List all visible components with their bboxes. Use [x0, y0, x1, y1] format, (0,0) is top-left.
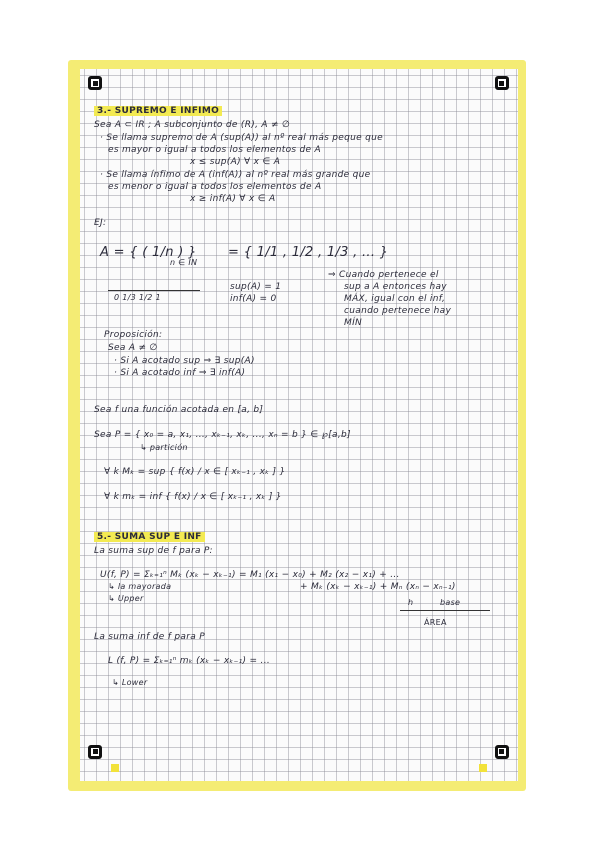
- example-label: EJ:: [94, 218, 107, 228]
- sup-value: sup(A) = 1: [230, 282, 282, 292]
- corner-marker-icon: [495, 76, 509, 90]
- text-line: · Si A acotado inf ⇒ ∃ inf(A): [114, 368, 246, 378]
- upper-sum-formula-cont: + Mₖ (xₖ − xₖ₋₁) + Mₙ (xₙ − xₙ₋₁): [300, 582, 456, 592]
- lower-bound-formula: ∀ k mₖ = inf { f(x) / x ∈ [ xₖ₋₁ , xₖ ] }: [104, 492, 282, 502]
- text-line: La suma sup de f para P:: [94, 546, 213, 556]
- text-line: Sea f una función acotada en [a, b]: [94, 405, 264, 415]
- yellow-square-icon: [479, 764, 487, 772]
- note-line: MÍN: [344, 318, 363, 328]
- number-line: [108, 290, 200, 291]
- text-line: · Si A acotado sup ⇒ ∃ sup(A): [114, 356, 255, 366]
- heading-highlight: 3.- SUPREMO E INFIMO: [94, 106, 222, 116]
- formula: x ≤ sup(A) ∀ x ∈ A: [190, 157, 281, 167]
- yellow-square-icon: [111, 764, 119, 772]
- note-line: ⇒ Cuando pertenece el: [328, 270, 439, 280]
- note-line: sup a A entonces hay: [344, 282, 447, 292]
- corner-marker-icon: [495, 745, 509, 759]
- inf-value: inf(A) = 0: [230, 294, 277, 304]
- area-bracket: [400, 610, 490, 611]
- text-line: · Se llama supremo de A (sup(A)) al nº real más peque que: [100, 133, 384, 143]
- section-heading: [94, 532, 205, 542]
- partition-note: ↳ partición: [140, 443, 188, 452]
- text-line: · Se llama ínfimo de A (inf(A)) al nº real más grande que: [100, 170, 371, 180]
- upper-bound-formula: ∀ k Mₖ = sup { f(x) / x ∈ [ xₖ₋₁ , xₖ ] }: [104, 467, 286, 477]
- note-line: MÁX, igual con el inf,: [344, 294, 446, 304]
- corner-marker-icon: [88, 745, 102, 759]
- text-line: La suma inf de f para P: [94, 632, 205, 642]
- axis-labels: 0 1/3 1/2 1: [114, 293, 161, 302]
- text-line: es mayor o igual a todos los elementos de A: [108, 145, 321, 155]
- note-upper: ↳ Upper: [108, 594, 144, 603]
- note-line: cuando pertenece hay: [344, 306, 452, 316]
- set-definition: A = { ( 1/n ) }: [100, 245, 197, 260]
- set-elements: = { 1/1 , 1/2 , 1/3 , ... }: [228, 245, 389, 260]
- formula: x ≥ inf(A) ∀ x ∈ A: [190, 194, 276, 204]
- upper-sum-formula: U(f, P) = Σₖ₌₁ⁿ Mₖ (xₖ − xₖ₋₁) = M₁ (x₁ − x₀) + M₂ (x₂ − x₁) + ...: [100, 570, 400, 580]
- set-index: n ∈ IN: [170, 258, 198, 267]
- text-line: Sea A ⊂ IR ; A subconjunto de (R), A ≠ ∅: [94, 120, 291, 130]
- under-base: base: [440, 598, 461, 607]
- under-h: h: [408, 598, 414, 607]
- corner-marker-icon: [88, 76, 102, 90]
- text-line: Sea A ≠ ∅: [108, 343, 158, 353]
- note-mayorada: ↳ la mayorada: [108, 582, 172, 591]
- lower-sum-formula: L (f, P) = Σₖ₌₁ⁿ mₖ (xₖ − xₖ₋₁) = ...: [108, 656, 271, 666]
- area-label: ÁREA: [424, 618, 447, 627]
- text-line: es menor o igual a todos los elementos de A: [108, 182, 322, 192]
- partition-formula: Sea P = { x₀ = a, x₁, ..., xₖ₋₁, xₖ, ..., xₙ = b } ∈ ℘[a,b]: [94, 430, 351, 440]
- note-lower: ↳ Lower: [112, 678, 148, 687]
- section-heading: [94, 106, 222, 116]
- heading-highlight: 5.- SUMA SUP E INF: [94, 532, 205, 542]
- proposition-title: Proposición:: [104, 330, 163, 340]
